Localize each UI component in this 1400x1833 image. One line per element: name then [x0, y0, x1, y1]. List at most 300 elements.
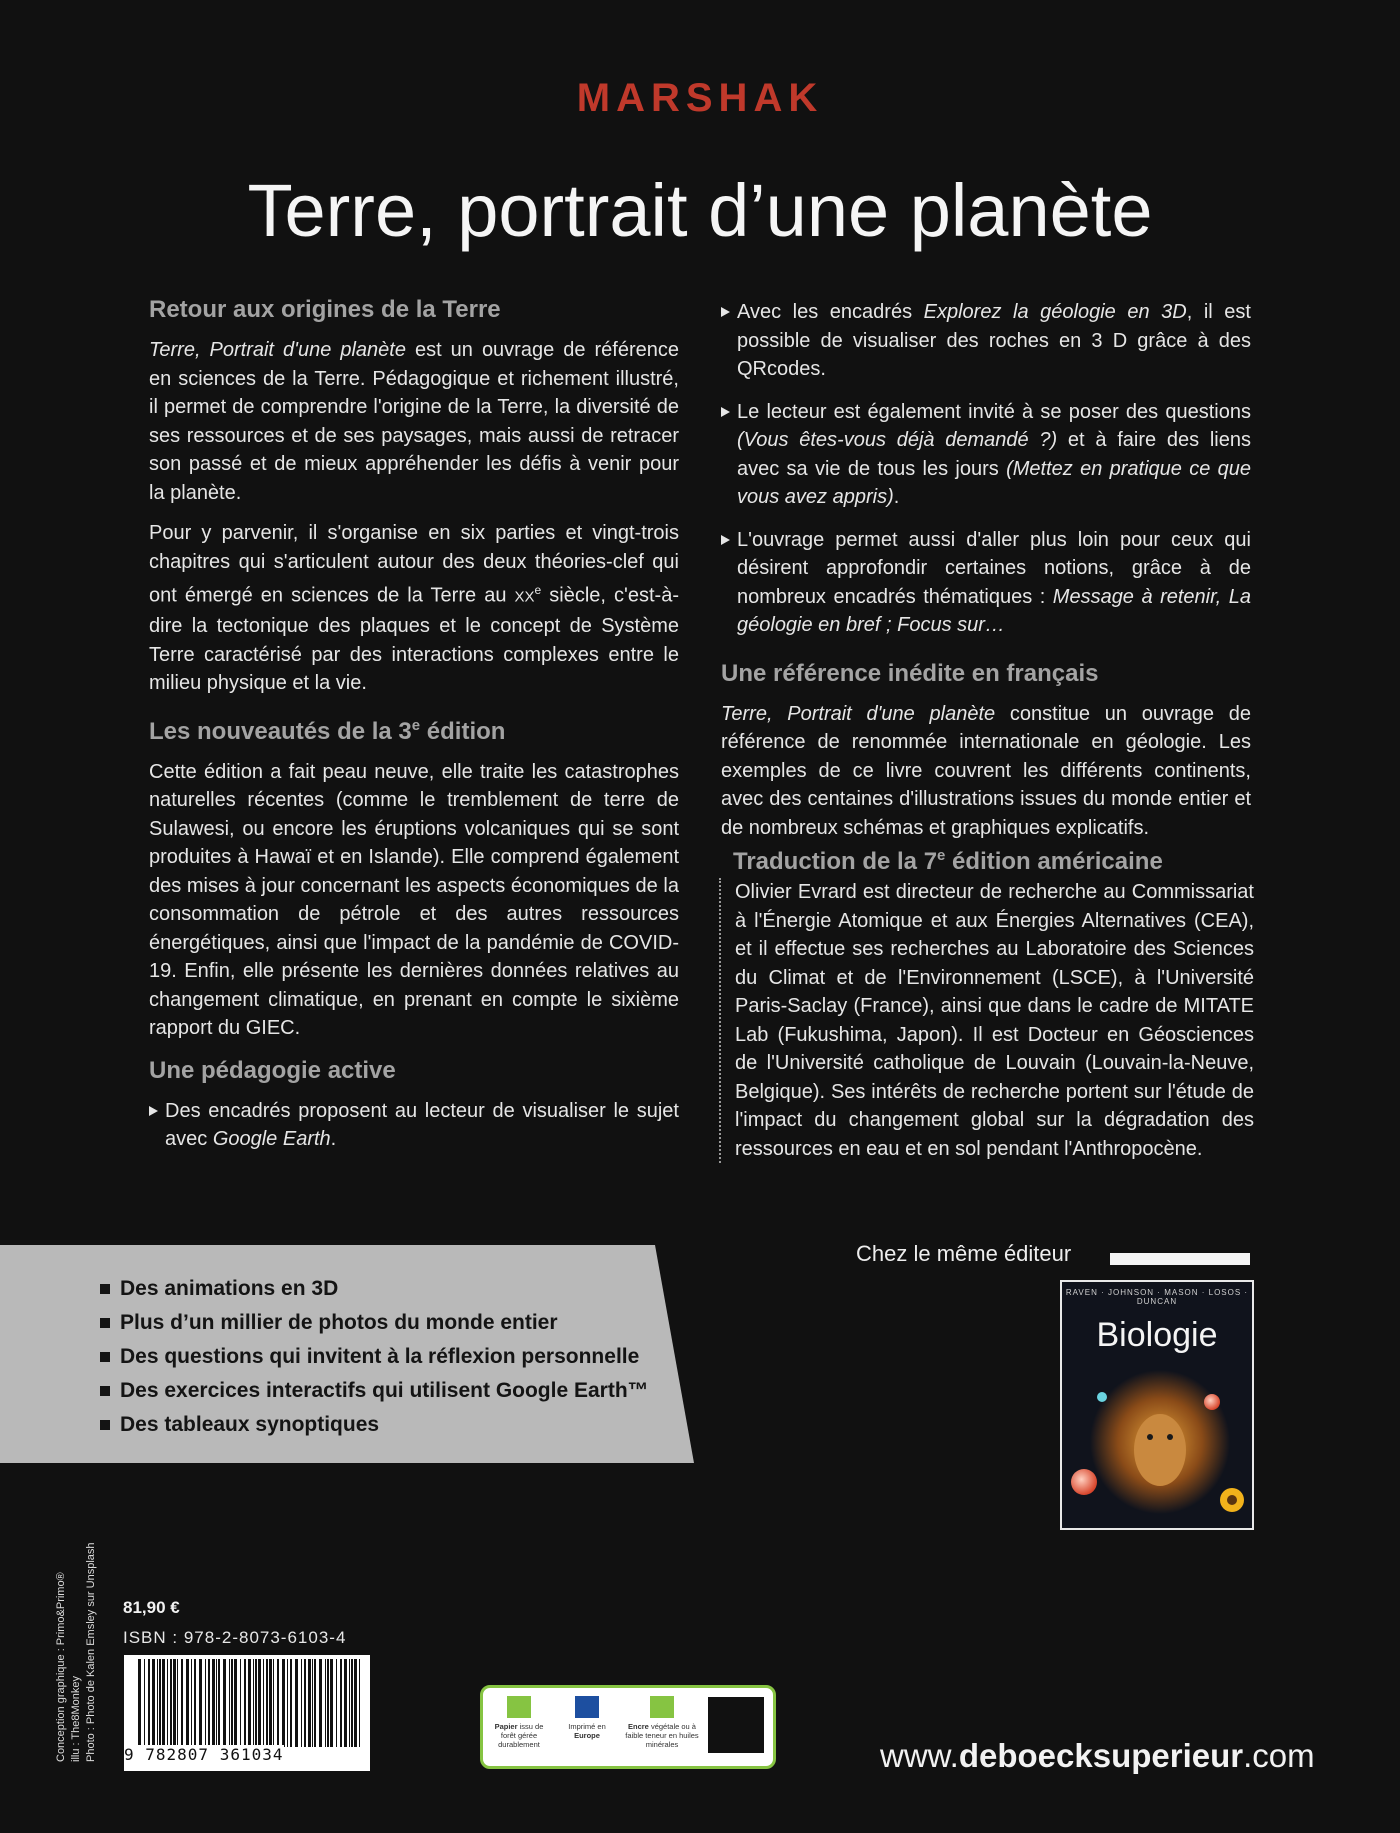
paragraph-nouveautes: Cette édition a fait peau neuve, elle traite les catastrophes naturelles récentes (comme le tremblement de terre de Sulawesi, ou encore les éruptions volcaniques qui se sont produites à Hawaï et en Islande). Elle comprend également des mises à jour concernant les aspects économiques de la consommation de pétrole et des autres ressources énergétiques, ainsi que l'impact de la pandémie de COVID-19. Enfin, elle présente les dernières données relatives au changement climatique, en prenant en compte le sixième rapport du GIEC.	[149, 760, 679, 1040]
barcode-bar	[181, 1659, 183, 1747]
qr-module	[728, 1729, 732, 1733]
eco-print	[555, 1696, 619, 1740]
qr-module	[724, 1701, 728, 1705]
qr-module	[732, 1725, 736, 1729]
ink-drop-icon	[650, 1696, 674, 1718]
qr-module	[716, 1697, 720, 1701]
century: XX	[514, 588, 535, 606]
website-prefix: www.	[880, 1737, 959, 1774]
barcode-bar	[199, 1659, 202, 1747]
related-book-cover[interactable]	[1060, 1280, 1254, 1530]
qr-module	[732, 1713, 736, 1717]
qr-module	[728, 1745, 732, 1749]
feature-item: Plus d’un millier de photos du monde entier	[100, 1306, 649, 1340]
qr-module	[708, 1705, 712, 1709]
qr-module	[760, 1745, 764, 1749]
qr-module	[728, 1721, 732, 1725]
structure-text-b: siècle, c'est-à-dire la tectonique des plaques et le concept de Système Terre caractérisé par des interactions complexes entre le milieu physique et la vie.	[149, 584, 679, 695]
qr-module	[724, 1705, 728, 1709]
title-italic: Terre, Portrait d'une planète	[149, 339, 406, 361]
qr-module	[756, 1713, 760, 1717]
qr-module	[744, 1729, 748, 1733]
barcode-bar	[295, 1659, 298, 1747]
barcode-bar	[229, 1659, 230, 1747]
qr-module	[756, 1701, 760, 1705]
qr-module	[712, 1709, 716, 1713]
paragraph-reference	[721, 700, 1251, 843]
barcode-bar	[186, 1659, 189, 1747]
qr-module	[748, 1749, 752, 1753]
qr-module	[728, 1697, 732, 1701]
eco-print-text: Imprimé en	[568, 1722, 606, 1731]
barcode-bar	[191, 1659, 192, 1747]
qr-module	[736, 1745, 740, 1749]
qr-module	[760, 1737, 764, 1741]
qr-module	[724, 1713, 728, 1717]
qr-module	[724, 1741, 728, 1745]
bullet-google-earth	[149, 1097, 679, 1154]
qr-module	[756, 1737, 760, 1741]
qr-module	[708, 1701, 712, 1705]
barcode-bar	[159, 1659, 161, 1747]
qr-module	[744, 1745, 748, 1749]
eco-ink-bold: Encre	[628, 1722, 649, 1731]
bullet-questions	[721, 398, 1251, 512]
barcode-bar	[277, 1659, 279, 1747]
bullet1-b: .	[330, 1128, 337, 1151]
barcode-bar	[319, 1659, 322, 1747]
nouveautes-a: Les nouveautés de la 3	[149, 717, 412, 745]
qr-module	[748, 1733, 752, 1737]
barcode-bar	[218, 1659, 220, 1747]
barcode-bar	[301, 1659, 302, 1747]
barcode-bar	[240, 1659, 241, 1747]
qr-module	[756, 1721, 760, 1725]
qr-module	[748, 1745, 752, 1749]
qr-module	[716, 1721, 720, 1725]
qr-module	[724, 1733, 728, 1737]
qr-module	[756, 1749, 760, 1753]
qr-module	[728, 1709, 732, 1713]
qr-module	[748, 1709, 752, 1713]
qr-module	[744, 1733, 748, 1737]
barcode-bar	[194, 1659, 196, 1747]
barcode-number: 9 782807 361034	[124, 1745, 284, 1764]
eco-label	[480, 1685, 776, 1769]
qr-module	[740, 1709, 744, 1713]
qr-module	[760, 1733, 764, 1737]
qr-module	[744, 1725, 748, 1729]
barcode-bar	[308, 1659, 311, 1747]
qr-module	[740, 1749, 744, 1753]
publisher-website[interactable]	[880, 1737, 1315, 1775]
qr-module	[756, 1705, 760, 1709]
website-suffix: .com	[1243, 1737, 1315, 1774]
barcode-bar	[248, 1659, 251, 1747]
qr-module	[760, 1705, 764, 1709]
qr-module	[736, 1697, 740, 1701]
qr-module	[724, 1717, 728, 1721]
features-list	[100, 1272, 649, 1442]
qr-module	[744, 1709, 748, 1713]
heading-nouveautes	[149, 710, 679, 748]
qr-module	[760, 1729, 764, 1733]
bullet3-c: .	[893, 486, 900, 508]
barcode-bar	[223, 1659, 226, 1747]
qr-module	[744, 1721, 748, 1725]
qr-module	[728, 1733, 732, 1737]
qr-module	[716, 1729, 720, 1733]
eco-paper	[487, 1696, 551, 1749]
qr-module	[760, 1713, 764, 1717]
qr-module	[736, 1709, 740, 1713]
credit-illustration: illu : The8Monkey	[70, 1675, 82, 1762]
qr-module	[736, 1737, 740, 1741]
traduction-sup: e	[937, 847, 946, 864]
qr-module	[736, 1725, 740, 1729]
barcode-bar	[152, 1659, 155, 1747]
barcode-bar	[304, 1659, 306, 1747]
qr-module	[748, 1725, 752, 1729]
barcode-bar	[148, 1659, 150, 1747]
feature-item: Des animations en 3D	[100, 1272, 649, 1306]
barcode-bar	[269, 1659, 272, 1747]
qr-module	[708, 1717, 712, 1721]
qr-module	[756, 1709, 760, 1713]
barcode-bar	[162, 1659, 165, 1747]
barcode-bar	[327, 1659, 329, 1747]
barcode-bar	[312, 1659, 313, 1747]
bullet3-italic2: (Mettez en pratique ce que vous avez appris)	[737, 457, 1252, 508]
barcode-bar	[167, 1659, 168, 1747]
feature-item: Des tableaux synoptiques	[100, 1408, 649, 1442]
qr-module	[756, 1745, 760, 1749]
traduction-a: Traduction de la 7	[733, 848, 938, 875]
qr-module	[708, 1749, 712, 1753]
barcode-bar	[170, 1659, 172, 1747]
qr-module	[752, 1749, 756, 1753]
qr-module	[760, 1725, 764, 1729]
qr-module	[760, 1721, 764, 1725]
eco-print-bold: Europe	[574, 1731, 600, 1740]
credit-design: Conception graphique : Primo&Primo®	[55, 1572, 67, 1762]
qr-module	[752, 1717, 756, 1721]
qr-module	[708, 1729, 712, 1733]
qr-module	[744, 1713, 748, 1717]
qr-module	[712, 1717, 716, 1721]
heading-traduction	[733, 840, 1254, 878]
qr-module	[708, 1721, 712, 1725]
qr-module	[708, 1733, 712, 1737]
qr-module	[736, 1717, 740, 1721]
qr-module	[712, 1741, 716, 1745]
qr-module	[716, 1709, 720, 1713]
barcode-bar	[340, 1659, 342, 1747]
reference-text: constitue un ouvrage de référence de renommée internationale en géologie. Les exemples de ce livre couvrent les différents continents, avec des centaines d'illustrations issues du monde entier et de nombreux schémas et graphiques explicatifs.	[721, 702, 1252, 839]
qr-module	[708, 1713, 712, 1717]
qr-module	[732, 1721, 736, 1725]
qr-module	[740, 1721, 744, 1725]
qr-module	[708, 1725, 712, 1729]
qr-module	[720, 1741, 724, 1745]
qr-module	[740, 1697, 744, 1701]
qr-module	[708, 1709, 712, 1713]
barcode-bar	[344, 1659, 347, 1747]
qr-module	[728, 1741, 732, 1745]
barcode-bar	[359, 1659, 360, 1747]
barcode-bar	[325, 1659, 326, 1747]
price: 81,90 €	[123, 1598, 180, 1617]
qr-module	[744, 1741, 748, 1745]
translator-bio-box	[719, 878, 1254, 1163]
qr-module	[748, 1713, 752, 1717]
qr-module	[732, 1733, 736, 1737]
barcode-bar	[212, 1659, 215, 1747]
qr-module	[724, 1737, 728, 1741]
qr-module	[712, 1713, 716, 1717]
qr-module	[740, 1717, 744, 1721]
bullet4-italic: Message à retenir, La géologie en bref ; Focus sur…	[737, 585, 1251, 636]
qr-module	[732, 1749, 736, 1753]
qr-module	[760, 1749, 764, 1753]
bullet-approfondir	[721, 526, 1251, 640]
bullet1-a: Des encadrés proposent au lecteur de visualiser le sujet avec	[165, 1099, 679, 1151]
barcode-bar	[290, 1659, 292, 1747]
credits	[54, 1542, 99, 1762]
qr-module	[716, 1733, 720, 1737]
barcode-bar	[173, 1659, 176, 1747]
qr-module	[724, 1749, 728, 1753]
qr-module	[720, 1705, 724, 1709]
qr-module	[712, 1749, 716, 1753]
qr-module	[740, 1725, 744, 1729]
barcode-bar	[263, 1659, 264, 1747]
qr-module	[724, 1721, 728, 1725]
qr-module	[720, 1709, 724, 1713]
same-publisher-label: Chez le même éditeur	[856, 1241, 1072, 1266]
qr-module	[756, 1717, 760, 1721]
qr-module	[716, 1737, 720, 1741]
qr-module	[760, 1741, 764, 1745]
qr-module	[716, 1745, 720, 1749]
bullet1-italic: Google Earth	[212, 1128, 331, 1151]
feature-item: Des exercices interactifs qui utilisent Google Earth™	[100, 1374, 649, 1408]
heading-pedagogie: Une pédagogie active	[149, 1056, 396, 1084]
qr-module	[760, 1717, 764, 1721]
qr-module	[752, 1697, 756, 1701]
qr-module	[716, 1741, 720, 1745]
barcode-bar	[157, 1659, 158, 1747]
qr-module	[736, 1729, 740, 1733]
barcode-bar	[330, 1659, 333, 1747]
barcode-bar	[205, 1659, 206, 1747]
qr-module	[752, 1725, 756, 1729]
related-book-authors: RAVEN · JOHNSON · MASON · LOSOS · DUNCAN	[1065, 1288, 1249, 1306]
qr-module	[752, 1709, 756, 1713]
barcode-bar	[336, 1659, 337, 1747]
feature-item: Des questions qui invitent à la réflexion personnelle	[100, 1340, 649, 1374]
barcode-bar	[208, 1659, 210, 1747]
qr-module	[732, 1729, 736, 1733]
qr-module	[708, 1741, 712, 1745]
qr-module	[756, 1729, 760, 1733]
qr-module	[712, 1733, 716, 1737]
qr-module	[724, 1745, 728, 1749]
qr-module	[728, 1701, 732, 1705]
nouveautes-sup: e	[411, 716, 421, 734]
barcode-bar	[258, 1659, 261, 1747]
qr-module	[728, 1749, 732, 1753]
qr-module	[740, 1701, 744, 1705]
qr-module	[752, 1721, 756, 1725]
qr-module	[716, 1749, 720, 1753]
qr-module	[748, 1737, 752, 1741]
qr-module	[720, 1717, 724, 1721]
qr-module	[712, 1705, 716, 1709]
qr-module	[752, 1737, 756, 1741]
qr-module	[712, 1729, 716, 1733]
qr-module	[760, 1701, 764, 1705]
left-column	[149, 294, 679, 1168]
author-name: MARSHAK	[576, 76, 824, 120]
qr-module	[724, 1725, 728, 1729]
nouveautes-b: édition	[420, 717, 506, 745]
structure-text-a: Pour y parvenir, il s'organise en six parties et vingt-trois chapitres qui s'articulent autour des deux théories-clef qui ont émergé en sciences de la Terre au	[149, 522, 679, 607]
century-sup: e	[534, 583, 542, 597]
same-publisher-rule	[1110, 1253, 1250, 1265]
qr-module	[740, 1705, 744, 1709]
qr-module	[720, 1729, 724, 1733]
qr-module	[732, 1741, 736, 1745]
qr-module	[716, 1717, 720, 1721]
book-title: Terre, portrait d’une planète	[247, 169, 1153, 252]
heading-reference: Une référence inédite en français	[721, 659, 1099, 687]
qr-module	[760, 1697, 764, 1701]
qr-module	[756, 1725, 760, 1729]
barcode-bar	[244, 1659, 246, 1747]
qr-module	[728, 1705, 732, 1709]
qr-module	[712, 1697, 716, 1701]
reference-italic: Terre, Portrait d'une planète	[721, 702, 996, 725]
paragraph-structure	[149, 519, 679, 698]
qr-module	[740, 1737, 744, 1741]
tree-icon	[507, 1696, 531, 1718]
eco-paper-text: issu de forêt gérée durablement	[498, 1722, 544, 1749]
qr-module	[736, 1701, 740, 1705]
qr-module	[744, 1737, 748, 1741]
qr-module	[720, 1745, 724, 1749]
qr-module	[748, 1721, 752, 1725]
qr-module	[736, 1733, 740, 1737]
qr-module	[728, 1713, 732, 1717]
qr-module	[752, 1701, 756, 1705]
qr-module	[720, 1737, 724, 1741]
qr-module	[752, 1729, 756, 1733]
qr-module	[732, 1737, 736, 1741]
qr-module	[716, 1713, 720, 1717]
bullet2-b: , il est possible de visualiser des roches en 3 D grâce à des QRcodes.	[737, 301, 1251, 380]
qr-module	[712, 1725, 716, 1729]
qr-module	[732, 1697, 736, 1701]
qr-module	[744, 1717, 748, 1721]
qr-module	[740, 1745, 744, 1749]
qr-module	[724, 1729, 728, 1733]
barcode-bar	[287, 1659, 288, 1747]
qr-module	[748, 1717, 752, 1721]
bullet4-a: L'ouvrage permet aussi d'aller plus loin pour ceux qui désirent approfondir certaines notions, grâce à de nombreux encadrés thématiques :	[737, 528, 1251, 608]
qr-module	[752, 1741, 756, 1745]
qr-module	[744, 1749, 748, 1753]
qr-module	[712, 1721, 716, 1725]
qr-module	[732, 1705, 736, 1709]
qr-module	[748, 1701, 752, 1705]
eu-flag-icon	[575, 1696, 599, 1718]
barcode-bar	[349, 1659, 350, 1747]
qr-module	[756, 1733, 760, 1737]
bullet3-italic1: (Vous êtes-vous déjà demandé ?)	[737, 429, 1058, 451]
qr-module	[736, 1749, 740, 1753]
qr-module	[720, 1713, 724, 1717]
website-brand: deboecksuperieur	[958, 1737, 1244, 1774]
qr-module	[716, 1725, 720, 1729]
qr-module	[756, 1741, 760, 1745]
isbn: ISBN : 978-2-8073-6103-4	[123, 1628, 347, 1647]
eco-ink	[623, 1696, 701, 1749]
qr-module	[740, 1713, 744, 1717]
qr-module	[724, 1709, 728, 1713]
barcode-digits	[124, 1745, 370, 1764]
qr-module	[712, 1701, 716, 1705]
qr-module	[748, 1741, 752, 1745]
qr-module	[708, 1697, 712, 1701]
qr-module	[720, 1749, 724, 1753]
qr-code-icon[interactable]	[707, 1696, 765, 1754]
bullet2-a: Avec les encadrés	[737, 301, 924, 323]
barcode-bar	[234, 1659, 237, 1747]
qr-module	[752, 1745, 756, 1749]
qr-module	[720, 1733, 724, 1737]
traduction-b: édition américaine	[945, 848, 1163, 875]
barcode-bar	[144, 1659, 145, 1747]
qr-module	[760, 1709, 764, 1713]
qr-module	[724, 1697, 728, 1701]
eco-ink-text: végétale ou à faible teneur en huiles minérales	[625, 1722, 699, 1749]
qr-module	[740, 1741, 744, 1745]
barcode-bar	[282, 1659, 285, 1747]
bullet3-a: Le lecteur est également invité à se poser des questions	[737, 400, 1251, 423]
qr-module	[744, 1701, 748, 1705]
qr-module	[756, 1697, 760, 1701]
qr-module	[732, 1717, 736, 1721]
qr-module	[748, 1729, 752, 1733]
qr-module	[708, 1745, 712, 1749]
qr-module	[752, 1733, 756, 1737]
qr-module	[728, 1725, 732, 1729]
qr-module	[732, 1709, 736, 1713]
qr-module	[732, 1745, 736, 1749]
bullet3-b: et à faire des liens avec sa vie de tous les jours	[737, 429, 1251, 480]
barcode-bar	[216, 1659, 217, 1747]
qr-module	[728, 1717, 732, 1721]
qr-module	[720, 1697, 724, 1701]
qr-module	[740, 1729, 744, 1733]
credit-photo: Photo : Photo de Kalen Emsley sur Unsplash	[85, 1542, 97, 1762]
qr-module	[712, 1737, 716, 1741]
qr-module	[720, 1701, 724, 1705]
barcode-bar	[351, 1659, 353, 1747]
qr-module	[720, 1725, 724, 1729]
qr-module	[732, 1701, 736, 1705]
